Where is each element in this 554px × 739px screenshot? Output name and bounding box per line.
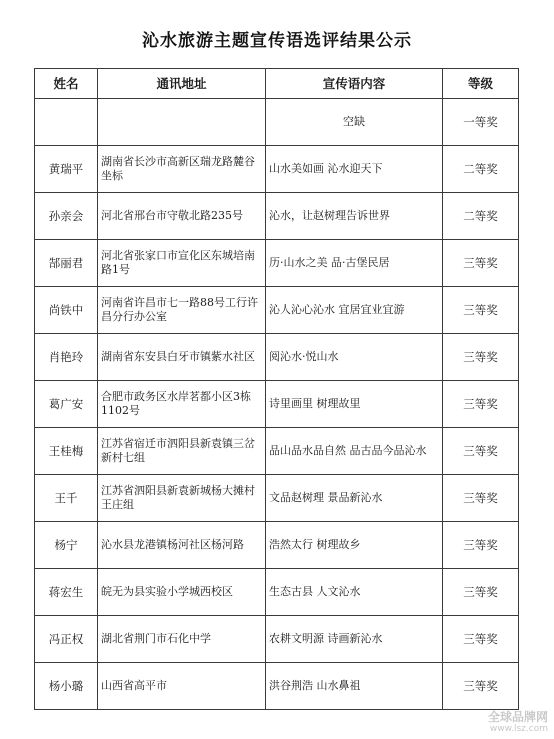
table-row (35, 475, 519, 522)
winner-name: 孙亲会 (35, 193, 98, 240)
table-row (35, 287, 519, 334)
award-grade: 三等奖 (443, 381, 519, 428)
winner-slogan: 浩然太行 树理故乡 (266, 522, 443, 569)
table-row (35, 569, 519, 616)
award-grade: 三等奖 (443, 663, 519, 710)
winner-slogan: 沁水，让赵树理告诉世界 (266, 193, 443, 240)
award-grade: 三等奖 (443, 334, 519, 381)
table-row (35, 616, 519, 663)
winner-address: 皖无为县实验小学城西校区 (98, 569, 266, 616)
winner-name: 冯正权 (35, 616, 98, 663)
winner-name: 杨小璐 (35, 663, 98, 710)
winner-address: 江苏省宿迁市泗阳县新袁镇三岔新村七组 (98, 428, 266, 475)
winner-name: 尚铁中 (35, 287, 98, 334)
table-row (35, 146, 519, 193)
award-grade: 三等奖 (443, 569, 519, 616)
winner-address: 沁水县龙港镇杨河社区杨河路 (98, 522, 266, 569)
award-grade: 三等奖 (443, 240, 519, 287)
winner-address: 合肥市政务区水岸茗都小区3栋1102号 (98, 381, 266, 428)
winner-name: 黄瑞平 (35, 146, 98, 193)
award-grade: 二等奖 (443, 146, 519, 193)
watermark-brand: 全球品牌网 (487, 710, 548, 724)
header-slogan: 宣传语内容 (266, 69, 443, 99)
winner-name: 肖艳玲 (35, 334, 98, 381)
winner-address: 河北省张家口市宣化区东城培南路1号 (98, 240, 266, 287)
table-row (35, 99, 519, 146)
winner-address: 湖南省长沙市高新区瑞龙路麓谷坐标 (98, 146, 266, 193)
award-grade: 三等奖 (443, 475, 519, 522)
table-row (35, 522, 519, 569)
winner-slogan: 历·山水之美 品·古堡民居 (266, 240, 443, 287)
winner-name: 王千 (35, 475, 98, 522)
winner-name: 杨宁 (35, 522, 98, 569)
award-grade: 三等奖 (443, 428, 519, 475)
winner-slogan: 品山品水品自然 品古品今品沁水 (266, 428, 443, 475)
winner-address: 江苏省泗阳县新袁新城杨大摊村王庄组 (98, 475, 266, 522)
watermark-url: www.lsz.com (489, 724, 548, 734)
winner-slogan: 空缺 (266, 99, 443, 146)
winner-name: 郜丽君 (35, 240, 98, 287)
winner-name: 葛广安 (35, 381, 98, 428)
winner-address: 湖北省荆门市石化中学 (98, 616, 266, 663)
winner-slogan: 洪谷荆浩 山水鼻祖 (266, 663, 443, 710)
table-row (35, 428, 519, 475)
award-grade: 二等奖 (443, 193, 519, 240)
table-row (35, 193, 519, 240)
award-grade: 一等奖 (443, 99, 519, 146)
winner-slogan: 山水美如画 沁水迎天下 (266, 146, 443, 193)
award-grade: 三等奖 (443, 287, 519, 334)
watermark (488, 711, 548, 735)
table-row (35, 663, 519, 710)
award-grade: 三等奖 (443, 522, 519, 569)
winner-address: 湖南省东安县白牙市镇紫水社区 (98, 334, 266, 381)
winner-address (98, 99, 266, 146)
header-grade: 等级 (443, 69, 519, 99)
winner-name: 蒋宏生 (35, 569, 98, 616)
winner-address: 山西省高平市 (98, 663, 266, 710)
winner-slogan: 文品赵树理 景品新沁水 (266, 475, 443, 522)
table-row (35, 240, 519, 287)
winner-slogan: 生态古县 人文沁水 (266, 569, 443, 616)
winner-slogan: 阅沁水·悦山水 (266, 334, 443, 381)
winner-slogan: 沁人沁心沁水 宜居宜业宜游 (266, 287, 443, 334)
header-address: 通讯地址 (98, 69, 266, 99)
results-table (34, 68, 519, 710)
winner-slogan: 诗里画里 树理故里 (266, 381, 443, 428)
award-grade: 三等奖 (443, 616, 519, 663)
winner-address: 河北省邢台市守敬北路235号 (98, 193, 266, 240)
winner-slogan: 农耕文明源 诗画新沁水 (266, 616, 443, 663)
winner-name (35, 99, 98, 146)
table-row (35, 381, 519, 428)
table-row (35, 334, 519, 381)
table-header-row (35, 69, 519, 99)
winner-name: 王桂梅 (35, 428, 98, 475)
header-name: 姓名 (35, 69, 98, 99)
page-title: 沁水旅游主题宣传语选评结果公示 (142, 31, 412, 51)
winner-address: 河南省许昌市七一路88号工行许昌分行办公室 (98, 287, 266, 334)
